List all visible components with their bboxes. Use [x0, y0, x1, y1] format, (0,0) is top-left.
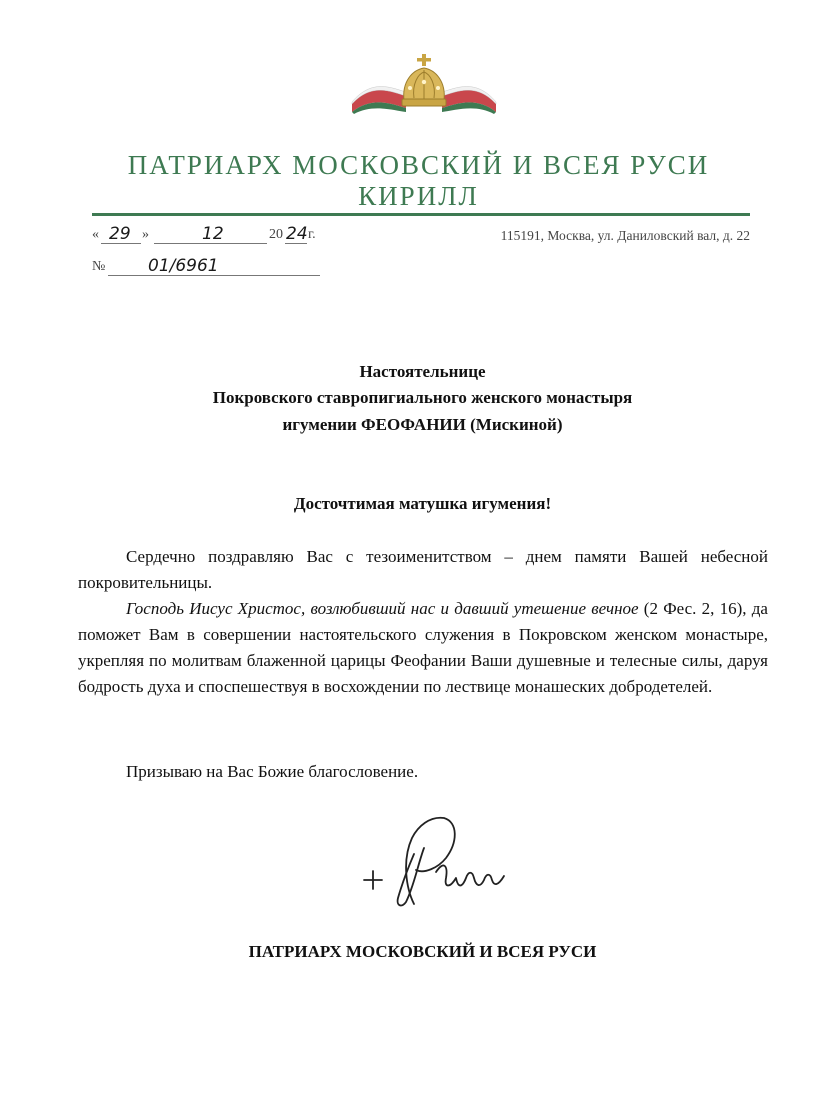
- date-day: 29: [109, 224, 131, 244]
- date-close-quote: »: [142, 227, 149, 242]
- patriarch-crown-emblem-icon: [348, 52, 500, 114]
- letterhead-name: КИРИЛЛ: [358, 181, 479, 211]
- recipient-line-1: Настоятельнице: [359, 362, 486, 381]
- body-paragraph-2: [78, 596, 768, 700]
- date-month: 12: [202, 224, 224, 244]
- document-number: 01/6961: [148, 256, 219, 276]
- date-open-quote: «: [92, 227, 99, 242]
- salutation: Досточтимая матушка игумения!: [293, 494, 552, 513]
- date-year-mark: г.: [308, 227, 316, 242]
- scripture-quote: Господь Иисус Христос, возлюбивший нас и давший утешение вечное: [126, 599, 639, 618]
- letterhead-title: ПАТРИАРХ МОСКОВСКИЙ И ВСЕЯ РУСИ: [127, 150, 710, 180]
- recipient-line-2: Покровского ставропигиального женского монастыря: [212, 388, 633, 407]
- body-paragraph-3: Призываю на Вас Божие благословение.: [126, 762, 419, 781]
- handwritten-signature-icon: [358, 808, 518, 918]
- number-label: №: [92, 259, 106, 274]
- date-year-prefix: 20: [269, 227, 283, 242]
- body-paragraph-1: Сердечно поздравляю Вас с тезоименитством – днем памяти Вашей небесной покровительницы.: [78, 547, 768, 592]
- date-year-suffix: 24: [286, 224, 308, 244]
- recipient-line-3: игумении ФЕОФАНИИ (Мискиной): [282, 415, 563, 434]
- letterhead-divider: [92, 213, 750, 216]
- signatory-title: ПАТРИАРХ МОСКОВСКИЙ И ВСЕЯ РУСИ: [248, 942, 597, 961]
- sender-address: 115191, Москва, ул. Даниловский вал, д. 22: [500, 228, 750, 243]
- body-paragraph-2-text: (2 Фес. 2, 16), да поможет Вам в совершении настоятельского служения в Покровском женском монастыре, укрепляя по молитвам блаженной царицы Феофании Ваши душевные и телесные силы, даруя бодрость духа и споспешествуя в восхождении по лествице монашеских добродетелей.: [78, 599, 768, 696]
